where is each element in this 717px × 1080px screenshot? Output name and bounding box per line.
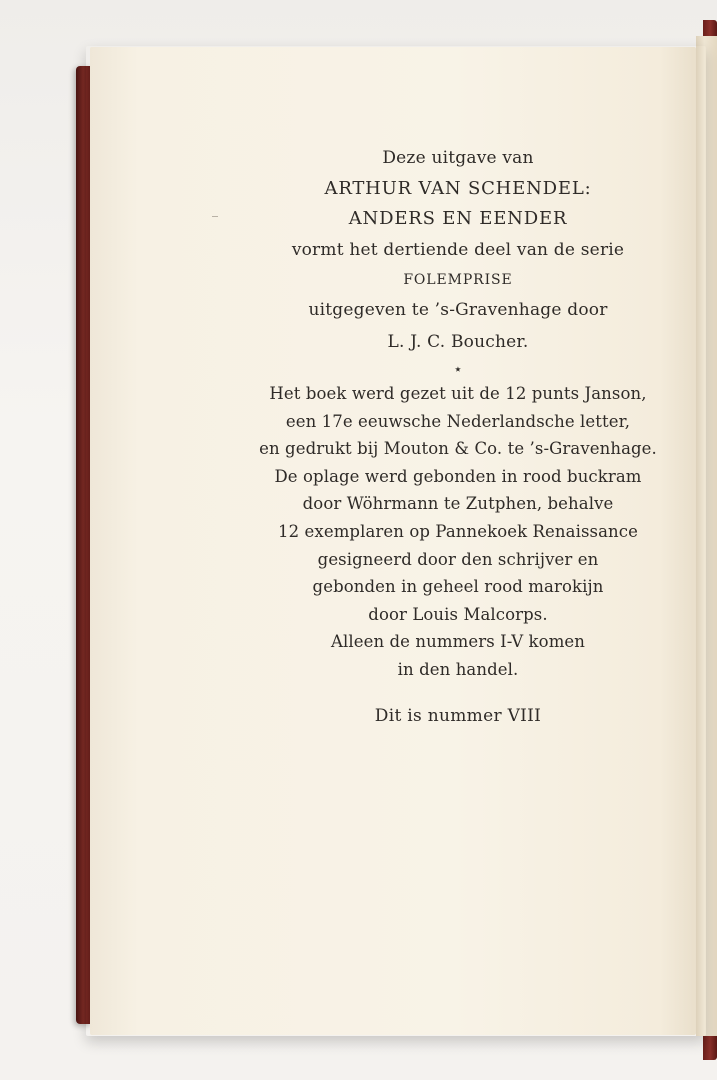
separator-star: ⋆	[453, 360, 463, 378]
series-line: vormt het dertiende deel van de serie	[291, 240, 625, 260]
body-line: De oplage werd gebonden in rood buckram	[274, 466, 642, 486]
copy-number: Dit is nummer VIII	[374, 705, 542, 726]
body-line: en gedrukt bij Mouton & Co. te ’s-Gravenhage.	[259, 439, 657, 459]
colophon	[200, 142, 716, 732]
body-line: Het boek werd gezet uit de 12 punts Janson,	[269, 384, 647, 403]
body-line: in den handel.	[397, 659, 519, 679]
publisher-name: L. J. C. Boucher.	[387, 332, 529, 352]
body-line: door Louis Malcorps.	[368, 604, 548, 624]
body-line: gesigneerd door den schrijver en	[317, 549, 599, 569]
body-line: een 17e eeuwsche Nederlandsche letter,	[285, 411, 631, 431]
publisher-line: uitgegeven te ’s-Gravenhage door	[308, 300, 608, 320]
body-line: Alleen de nummers I-V komen	[330, 632, 586, 652]
body-line: 12 exemplaren op Pannekoek Renaissance	[278, 521, 638, 541]
author-title-line-2: ANDERS EN EENDER	[348, 208, 568, 229]
author-title-line-1: ARTHUR VAN SCHENDEL:	[324, 178, 592, 199]
colophon-intro: Deze uitgave van	[382, 148, 534, 168]
body-line: door Wöhrmann te Zutphen, behalve	[302, 494, 614, 514]
body-line: gebonden in geheel rood marokijn	[312, 577, 604, 597]
series-name: FOLEMPRISE	[403, 272, 513, 288]
